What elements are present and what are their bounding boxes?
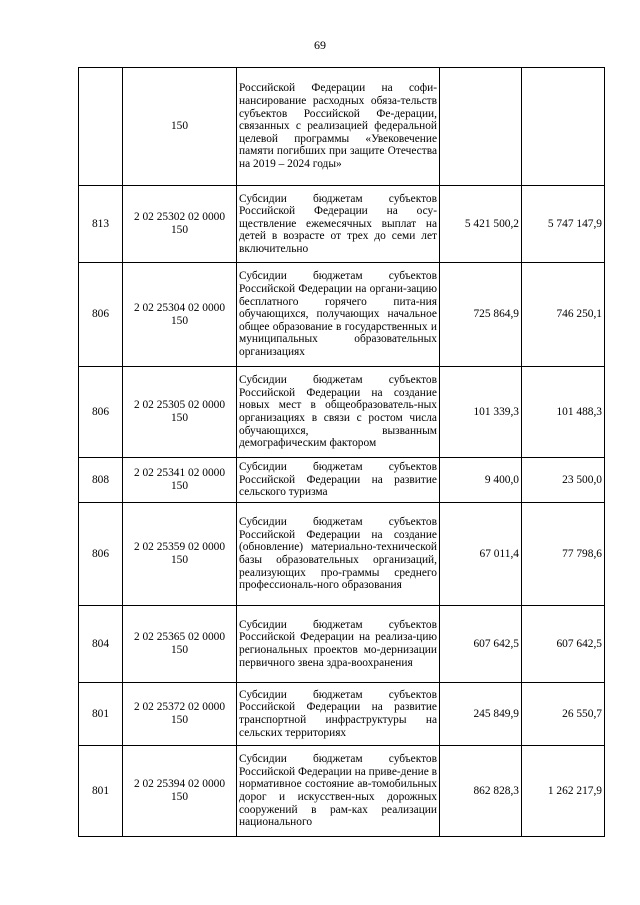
budget-code-cell: 2 02 25302 02 0000 150 — [123, 186, 237, 263]
admin-code-cell: 806 — [79, 503, 123, 606]
revenue-name-cell: Субсидии бюджетам субъектов Российской Федерации на создание (обновление) материально-технической базы образовательных организаций, реализующих про-граммы среднего профессиональ-ного образования — [237, 503, 440, 606]
table-row — [79, 606, 605, 683]
table-row — [79, 367, 605, 458]
amount-year1-cell — [440, 68, 522, 186]
amount-year1-cell: 5 421 500,2 — [440, 186, 522, 263]
table-row — [79, 503, 605, 606]
budget-code-cell: 2 02 25341 02 0000 150 — [123, 458, 237, 503]
revenue-name-cell: Субсидии бюджетам субъектов Российской Федерации на реализа-цию региональных проектов мо-дернизации первичного звена здра-воохранения — [237, 606, 440, 683]
amount-year2-cell: 5 747 147,9 — [522, 186, 605, 263]
amount-year2-cell: 746 250,1 — [522, 263, 605, 367]
amount-year1-cell: 607 642,5 — [440, 606, 522, 683]
amount-year2-cell: 1 262 217,9 — [522, 746, 605, 837]
budget-code-cell: 150 — [123, 68, 237, 186]
revenue-name-cell: Российской Федерации на софи-нансирование расходных обяза-тельств субъектов Российской Фе-дерации, связанных с реализацией федеральной целевой программы «Увековечение памяти погибших при защите Отечества на 2019 – 2024 годы» — [237, 68, 440, 186]
revenue-name-cell: Субсидии бюджетам субъектов Российской Федерации на приве-дение в нормативное состояние ав-томобильных дорог и искусствен-ных дорожных сооружений в рам-ках реализации национального — [237, 746, 440, 837]
amount-year2-cell: 23 500,0 — [522, 458, 605, 503]
table-row — [79, 68, 605, 186]
admin-code-cell: 801 — [79, 746, 123, 837]
amount-year2-cell: 101 488,3 — [522, 367, 605, 458]
table-row — [79, 458, 605, 503]
table-row — [79, 683, 605, 746]
revenue-name-cell: Субсидии бюджетам субъектов Российской Федерации на органи-зацию бесплатного горячего пита-ния обучающихся, получающих начальное общее образование в государственных и муниципальных образовательных организациях — [237, 263, 440, 367]
budget-code-cell: 2 02 25359 02 0000 150 — [123, 503, 237, 606]
revenue-name-cell: Субсидии бюджетам субъектов Российской Федерации на развитие транспортной инфраструктуры на сельских территориях — [237, 683, 440, 746]
amount-year1-cell: 245 849,9 — [440, 683, 522, 746]
amount-year1-cell: 862 828,3 — [440, 746, 522, 837]
amount-year2-cell: 26 550,7 — [522, 683, 605, 746]
table-row — [79, 186, 605, 263]
budget-code-cell: 2 02 25304 02 0000 150 — [123, 263, 237, 367]
page-number: 69 — [314, 38, 326, 52]
amount-year2-cell: 77 798,6 — [522, 503, 605, 606]
table-row — [79, 746, 605, 837]
amount-year2-cell — [522, 68, 605, 186]
table-row — [79, 263, 605, 367]
admin-code-cell: 801 — [79, 683, 123, 746]
budget-code-cell: 2 02 25372 02 0000 150 — [123, 683, 237, 746]
admin-code-cell — [79, 68, 123, 186]
amount-year1-cell: 101 339,3 — [440, 367, 522, 458]
admin-code-cell: 813 — [79, 186, 123, 263]
budget-code-cell: 2 02 25305 02 0000 150 — [123, 367, 237, 458]
amount-year1-cell: 725 864,9 — [440, 263, 522, 367]
budget-code-cell: 2 02 25365 02 0000 150 — [123, 606, 237, 683]
budget-revenue-table — [78, 67, 605, 837]
admin-code-cell: 808 — [79, 458, 123, 503]
budget-code-cell: 2 02 25394 02 0000 150 — [123, 746, 237, 837]
admin-code-cell: 806 — [79, 263, 123, 367]
revenue-name-cell: Субсидии бюджетам субъектов Российской Федерации на осу-ществление ежемесячных выплат на детей в возрасте от трех до семи лет включительно — [237, 186, 440, 263]
revenue-name-cell: Субсидии бюджетам субъектов Российской Федерации на создание новых мест в общеобразователь-ных организациях в связи с ростом числа обучающихся, вызванным демографическим фактором — [237, 367, 440, 458]
amount-year1-cell: 67 011,4 — [440, 503, 522, 606]
admin-code-cell: 806 — [79, 367, 123, 458]
revenue-name-cell: Субсидии бюджетам субъектов Российской Федерации на развитие сельского туризма — [237, 458, 440, 503]
amount-year1-cell: 9 400,0 — [440, 458, 522, 503]
admin-code-cell: 804 — [79, 606, 123, 683]
amount-year2-cell: 607 642,5 — [522, 606, 605, 683]
